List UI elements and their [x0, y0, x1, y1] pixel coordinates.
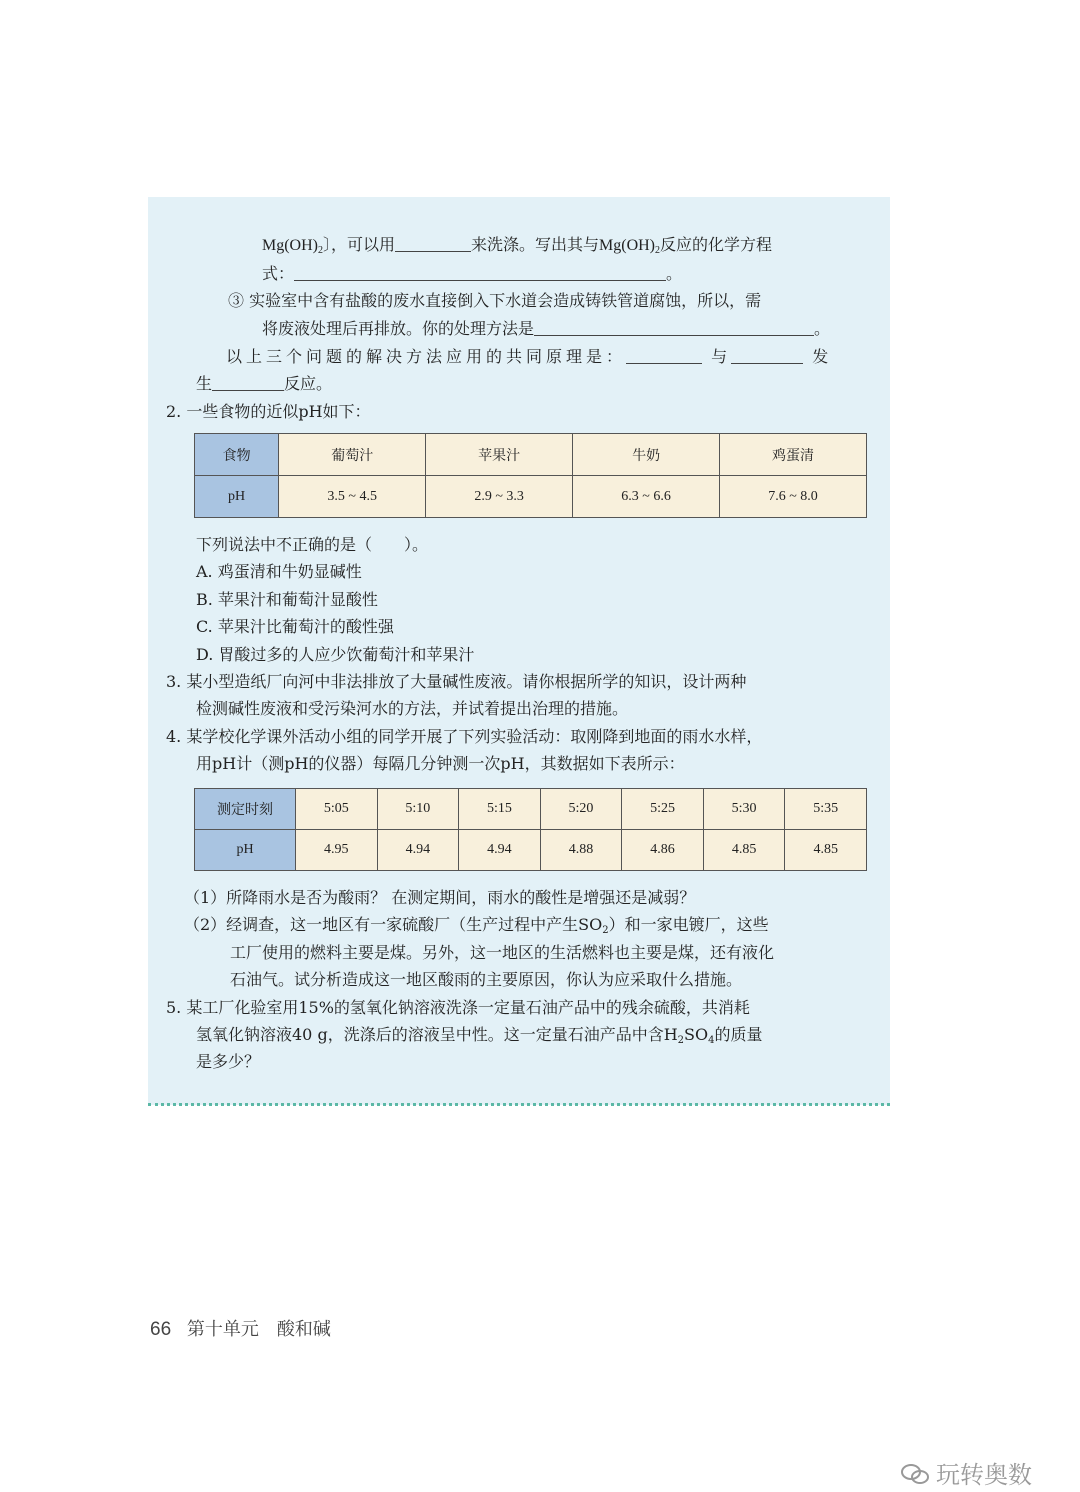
table-cell: pH	[195, 830, 296, 871]
table-header-cell: 牛奶	[573, 434, 720, 476]
q1-line-5	[226, 345, 832, 369]
q4-sub: 2	[602, 925, 609, 936]
q4-sub-2-line-1	[184, 913, 769, 943]
table-header-cell: 5:05	[296, 789, 378, 830]
q2-option-c: C. 苹果汁比葡萄汁的酸性强	[196, 617, 394, 636]
table-cell: 3.5 ~ 4.5	[279, 476, 426, 518]
table-header-cell: 5:10	[377, 789, 459, 830]
table-row	[195, 789, 867, 830]
watermark-text: 玩转奥数	[936, 1461, 1032, 1489]
answer-blank[interactable]	[626, 347, 702, 364]
food-ph-table	[194, 433, 867, 518]
q4-sub-2-line-3: 石油气。试分析造成这一地区酸雨的主要原因，你认为应采取什么措施。	[230, 970, 743, 989]
q1-text: 发	[812, 347, 833, 366]
q5-text: 氢氧化钠溶液40 g，洗涤后的溶液呈中性。这一定量石油产品中含H	[196, 1025, 678, 1044]
page-number: 66	[150, 1319, 172, 1340]
page-footer	[150, 1315, 331, 1341]
q1-text: 将废液处理后再排放。你的处理方法是	[262, 319, 535, 338]
dotted-rule	[148, 1103, 890, 1106]
table-cell: 4.94	[459, 830, 541, 871]
table-header-cell: 葡萄汁	[279, 434, 426, 476]
q1-text: 。	[666, 264, 683, 283]
q1-line-4	[262, 317, 830, 341]
table-cell: 4.85	[703, 830, 785, 871]
q1-line-3: ③ 实验室中含有盐酸的废水直接倒入下水道会造成铸铁管道腐蚀，所以，需	[228, 291, 762, 310]
q5-line-1: 5. 某工厂化验室用15%的氢氧化钠溶液洗涤一定量石油产品中的残余硫酸，共消耗	[166, 998, 750, 1017]
table-cell: pH	[195, 476, 279, 518]
q1-text: 以上三个问题的解决方法应用的共同原理是：	[226, 347, 627, 366]
q1-text: 式：	[262, 264, 295, 283]
table-cell: 4.86	[622, 830, 704, 871]
q1-text: 反应的化学方程	[660, 237, 773, 254]
q4-text: （2）经调查，这一地区有一家硫酸厂（生产过程中产生SO	[184, 915, 603, 934]
q1-sub: 2	[318, 245, 323, 256]
q4-line-1: 4. 某学校化学课外活动小组的同学开展了下列实验活动：取刚降到地面的雨水水样，	[166, 727, 763, 746]
q1-text: 反应。	[284, 374, 333, 393]
wechat-icon	[900, 1463, 930, 1485]
answer-blank[interactable]	[395, 235, 471, 252]
table-cell: 4.88	[540, 830, 622, 871]
q5-text: SO	[684, 1025, 709, 1044]
q1-line-1	[262, 234, 772, 263]
q4-sub-2-line-2: 工厂使用的燃料主要是煤。另外，这一地区的生活燃料也主要是煤，还有液化	[230, 943, 775, 962]
q2-option-b: B. 苹果汁和葡萄汁显酸性	[196, 590, 378, 609]
table-cell: 4.95	[296, 830, 378, 871]
rain-ph-table	[194, 788, 867, 871]
q5-line-3: 是多少？	[196, 1052, 261, 1071]
table-header-cell: 5:20	[540, 789, 622, 830]
q4-sub-1: （1）所降雨水是否为酸雨？ 在测定期间，雨水的酸性是增强还是减弱？	[184, 888, 696, 907]
table-header-cell: 5:25	[622, 789, 704, 830]
table-header-cell: 食物	[195, 434, 279, 476]
q1-line-6	[196, 372, 332, 396]
q1-text: 生	[196, 374, 213, 393]
table-cell: 6.3 ~ 6.6	[573, 476, 720, 518]
table-row	[195, 434, 867, 476]
table-row	[195, 830, 867, 871]
q3-line-1: 3. 某小型造纸厂向河中非法排放了大量碱性废液。请你根据所学的知识，设计两种	[166, 672, 747, 691]
q5-sub: 4	[708, 1035, 715, 1046]
table-header-cell: 5:30	[703, 789, 785, 830]
q1-text: 〕，可以用	[323, 237, 396, 254]
table-cell: 4.85	[785, 830, 867, 871]
table-header-cell: 测定时刻	[195, 789, 296, 830]
q2-question: 下列说法中不正确的是（ ）。	[196, 535, 429, 554]
table-row	[195, 476, 867, 518]
q2-intro: 2. 一些食物的近似pH如下：	[166, 402, 371, 421]
q1-text: 。	[814, 319, 831, 338]
q2-option-a: A. 鸡蛋清和牛奶显碱性	[196, 562, 362, 581]
q5-text: 的质量	[714, 1025, 763, 1044]
answer-blank[interactable]	[731, 347, 803, 364]
table-header-cell: 5:15	[459, 789, 541, 830]
q5-sub: 2	[677, 1035, 685, 1046]
answer-blank[interactable]	[212, 374, 284, 391]
watermark	[900, 1455, 1032, 1490]
q2-option-d: D. 胃酸过多的人应少饮葡萄汁和苹果汁	[196, 645, 475, 664]
unit-title: 第十单元 酸和碱	[186, 1319, 331, 1340]
q1-text: 来洗涤。写出其与Mg(OH)	[471, 237, 656, 254]
q1-line-2	[262, 262, 682, 286]
q5-line-2	[196, 1023, 763, 1053]
q4-line-2: 用pH计（测pH的仪器）每隔几分钟测一次pH，其数据如下表所示：	[196, 754, 685, 773]
q1-sub: 2	[655, 245, 661, 256]
answer-blank[interactable]	[534, 319, 814, 336]
answer-blank[interactable]	[294, 264, 666, 281]
table-cell: 7.6 ~ 8.0	[720, 476, 867, 518]
table-cell: 4.94	[377, 830, 459, 871]
q1-text: Mg(OH)	[262, 237, 318, 254]
q1-text: 与	[711, 347, 732, 366]
q3-line-2: 检测碱性废液和受污染河水的方法，并试着提出治理的措施。	[196, 699, 629, 718]
table-header-cell: 苹果汁	[426, 434, 573, 476]
table-cell: 2.9 ~ 3.3	[426, 476, 573, 518]
table-header-cell: 5:35	[785, 789, 867, 830]
q4-text: ）和一家电镀厂，这些	[608, 915, 769, 934]
table-header-cell: 鸡蛋清	[720, 434, 867, 476]
